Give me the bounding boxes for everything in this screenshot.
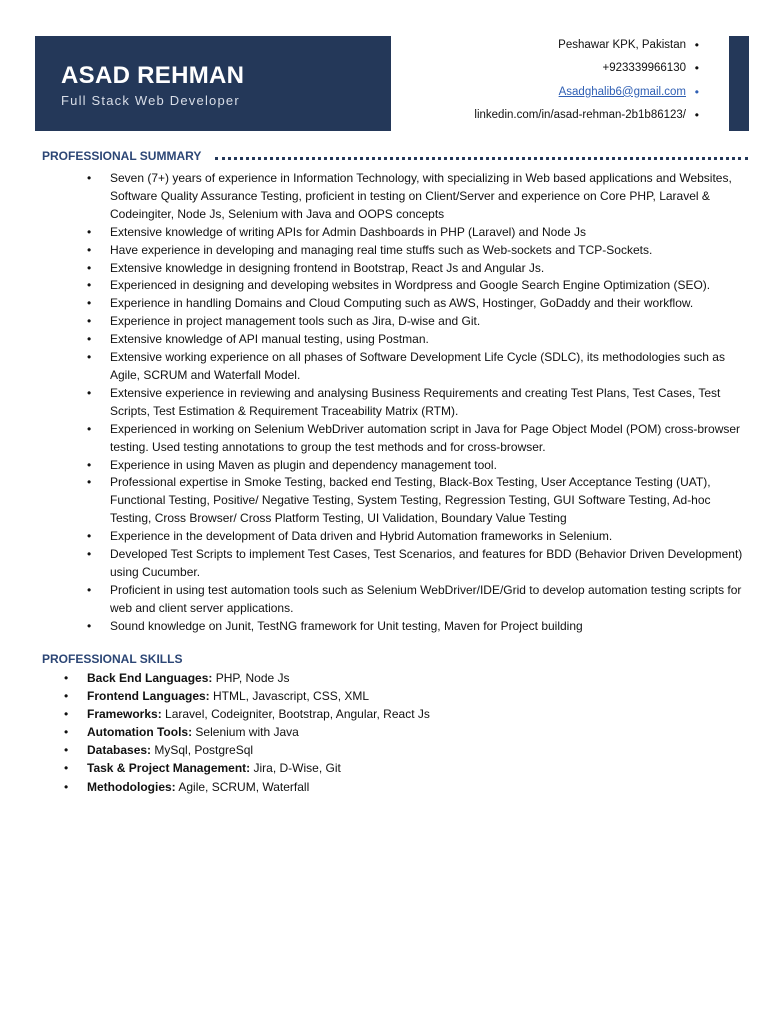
skill-label: Task & Project Management:: [87, 761, 251, 776]
section-divider: [215, 157, 748, 160]
contact-list: [474, 36, 686, 129]
candidate-name: ASAD REHMAN: [61, 62, 245, 89]
skill-label: Databases:: [87, 743, 152, 758]
skills-list: [87, 669, 707, 796]
skill-item: [87, 741, 707, 759]
summary-item: • Have experience in developing and managing real time stuffs such as Web-sockets and TCP-Sockets.: [110, 242, 744, 260]
summary-list: [110, 170, 744, 636]
name-banner: [35, 36, 391, 131]
skills-heading: PROFESSIONAL SKILLS: [42, 652, 183, 666]
summary-item: • Extensive knowledge of API manual testing, using Postman.: [110, 331, 744, 349]
contact-linkedin[interactable]: linkedin.com/in/asad-rehman-2b1b86123/ •: [474, 106, 686, 129]
skill-item: [87, 687, 707, 705]
skill-item: [87, 723, 707, 741]
summary-item: • Sound knowledge on Junit, TestNG framework for Unit testing, Maven for Project building: [110, 618, 744, 636]
summary-item: • Experience in project management tools such as Jira, D-wise and Git.: [110, 313, 744, 331]
summary-item: • Experienced in designing and developing websites in Wordpress and Google Search Engine Optimization (SEO).: [110, 277, 744, 295]
accent-bar: [729, 36, 749, 131]
skill-item: [87, 705, 707, 723]
summary-item: • Experienced in working on Selenium WebDriver automation script in Java for Page Object Model (POM) cross-browser testing. Used testing annotations to group the test methods and for cross-browser.: [110, 421, 744, 457]
contact-phone: +923339966130 •: [474, 59, 686, 82]
summary-item: • Developed Test Scripts to implement Test Cases, Test Scenarios, and features for BDD (Behavior Driven Development) using Cucumber.: [110, 546, 744, 582]
skill-label: Back End Languages:: [87, 671, 213, 685]
summary-item: • Experience in handling Domains and Cloud Computing such as AWS, Hostinger, GoDaddy and their workflow.: [110, 295, 744, 313]
skill-label: Methodologies:: [87, 779, 176, 794]
summary-item: • Extensive experience in reviewing and analysing Business Requirements and creating Test Plans, Test Cases, Test Scripts, Test Estimation & Requirement Traceability Matrix (RTM).: [110, 385, 744, 421]
skill-value: Laravel, Codeigniter, Bootstrap, Angular, React Js: [161, 707, 430, 722]
job-title: Full Stack Web Developer: [61, 93, 240, 108]
summary-item: • Experience in the development of Data driven and Hybrid Automation frameworks in Selenium.: [110, 528, 744, 546]
summary-item: • Experience in using Maven as plugin and dependency management tool.: [110, 457, 744, 475]
skill-label: Frontend Languages:: [87, 689, 210, 704]
skill-item: [87, 669, 707, 687]
skill-value: MySql, PostgreSql: [151, 743, 254, 758]
skill-label: Frameworks:: [87, 707, 162, 722]
contact-location: Peshawar KPK, Pakistan •: [474, 36, 686, 59]
summary-heading: PROFESSIONAL SUMMARY: [42, 149, 202, 163]
summary-item: • Extensive working experience on all phases of Software Development Life Cycle (SDLC), its methodologies such as Agile, SCRUM and Waterfall Model.: [110, 349, 744, 385]
skill-value: HTML, Javascript, CSS, XML: [209, 689, 370, 704]
skill-value: Agile, SCRUM, Waterfall: [175, 779, 310, 794]
contact-email[interactable]: Asadghalib6@gmail.com •: [474, 83, 686, 106]
summary-item: • Extensive knowledge of writing APIs for Admin Dashboards in PHP (Laravel) and Node Js: [110, 224, 744, 242]
summary-item: • Extensive knowledge in designing frontend in Bootstrap, React Js and Angular Js.: [110, 260, 744, 278]
skill-value: Jira, D-Wise, Git: [250, 761, 341, 776]
summary-item: • Proficient in using test automation tools such as Selenium WebDriver/IDE/Grid to develop automation testing scripts for web and client server applications.: [110, 582, 744, 618]
skill-value: Selenium with Java: [192, 725, 299, 740]
skill-item: [87, 759, 707, 777]
skill-label: Automation Tools:: [87, 725, 193, 740]
skill-item: [87, 778, 707, 796]
skill-value: PHP, Node Js: [212, 671, 290, 685]
summary-item: • Professional expertise in Smoke Testing, backed end Testing, Black-Box Testing, User Acceptance Testing (UAT), Functional Testing, Positive/ Negative Testing, System Testing, Regression Testing, GUI Software Testing, Ad-hoc Testing, Cross Browser/ Cross Platform Testing, UI Validation, Boundary Value Testing: [110, 474, 744, 528]
summary-item: • Seven (7+) years of experience in Information Technology, with specializing in Web based applications and Websites, Software Quality Assurance Testing, proficient in testing on Client/Server and experience on Core PHP, Laravel & Codeingiter, Node Js, Selenium with Java and OOPS concepts: [110, 170, 744, 224]
